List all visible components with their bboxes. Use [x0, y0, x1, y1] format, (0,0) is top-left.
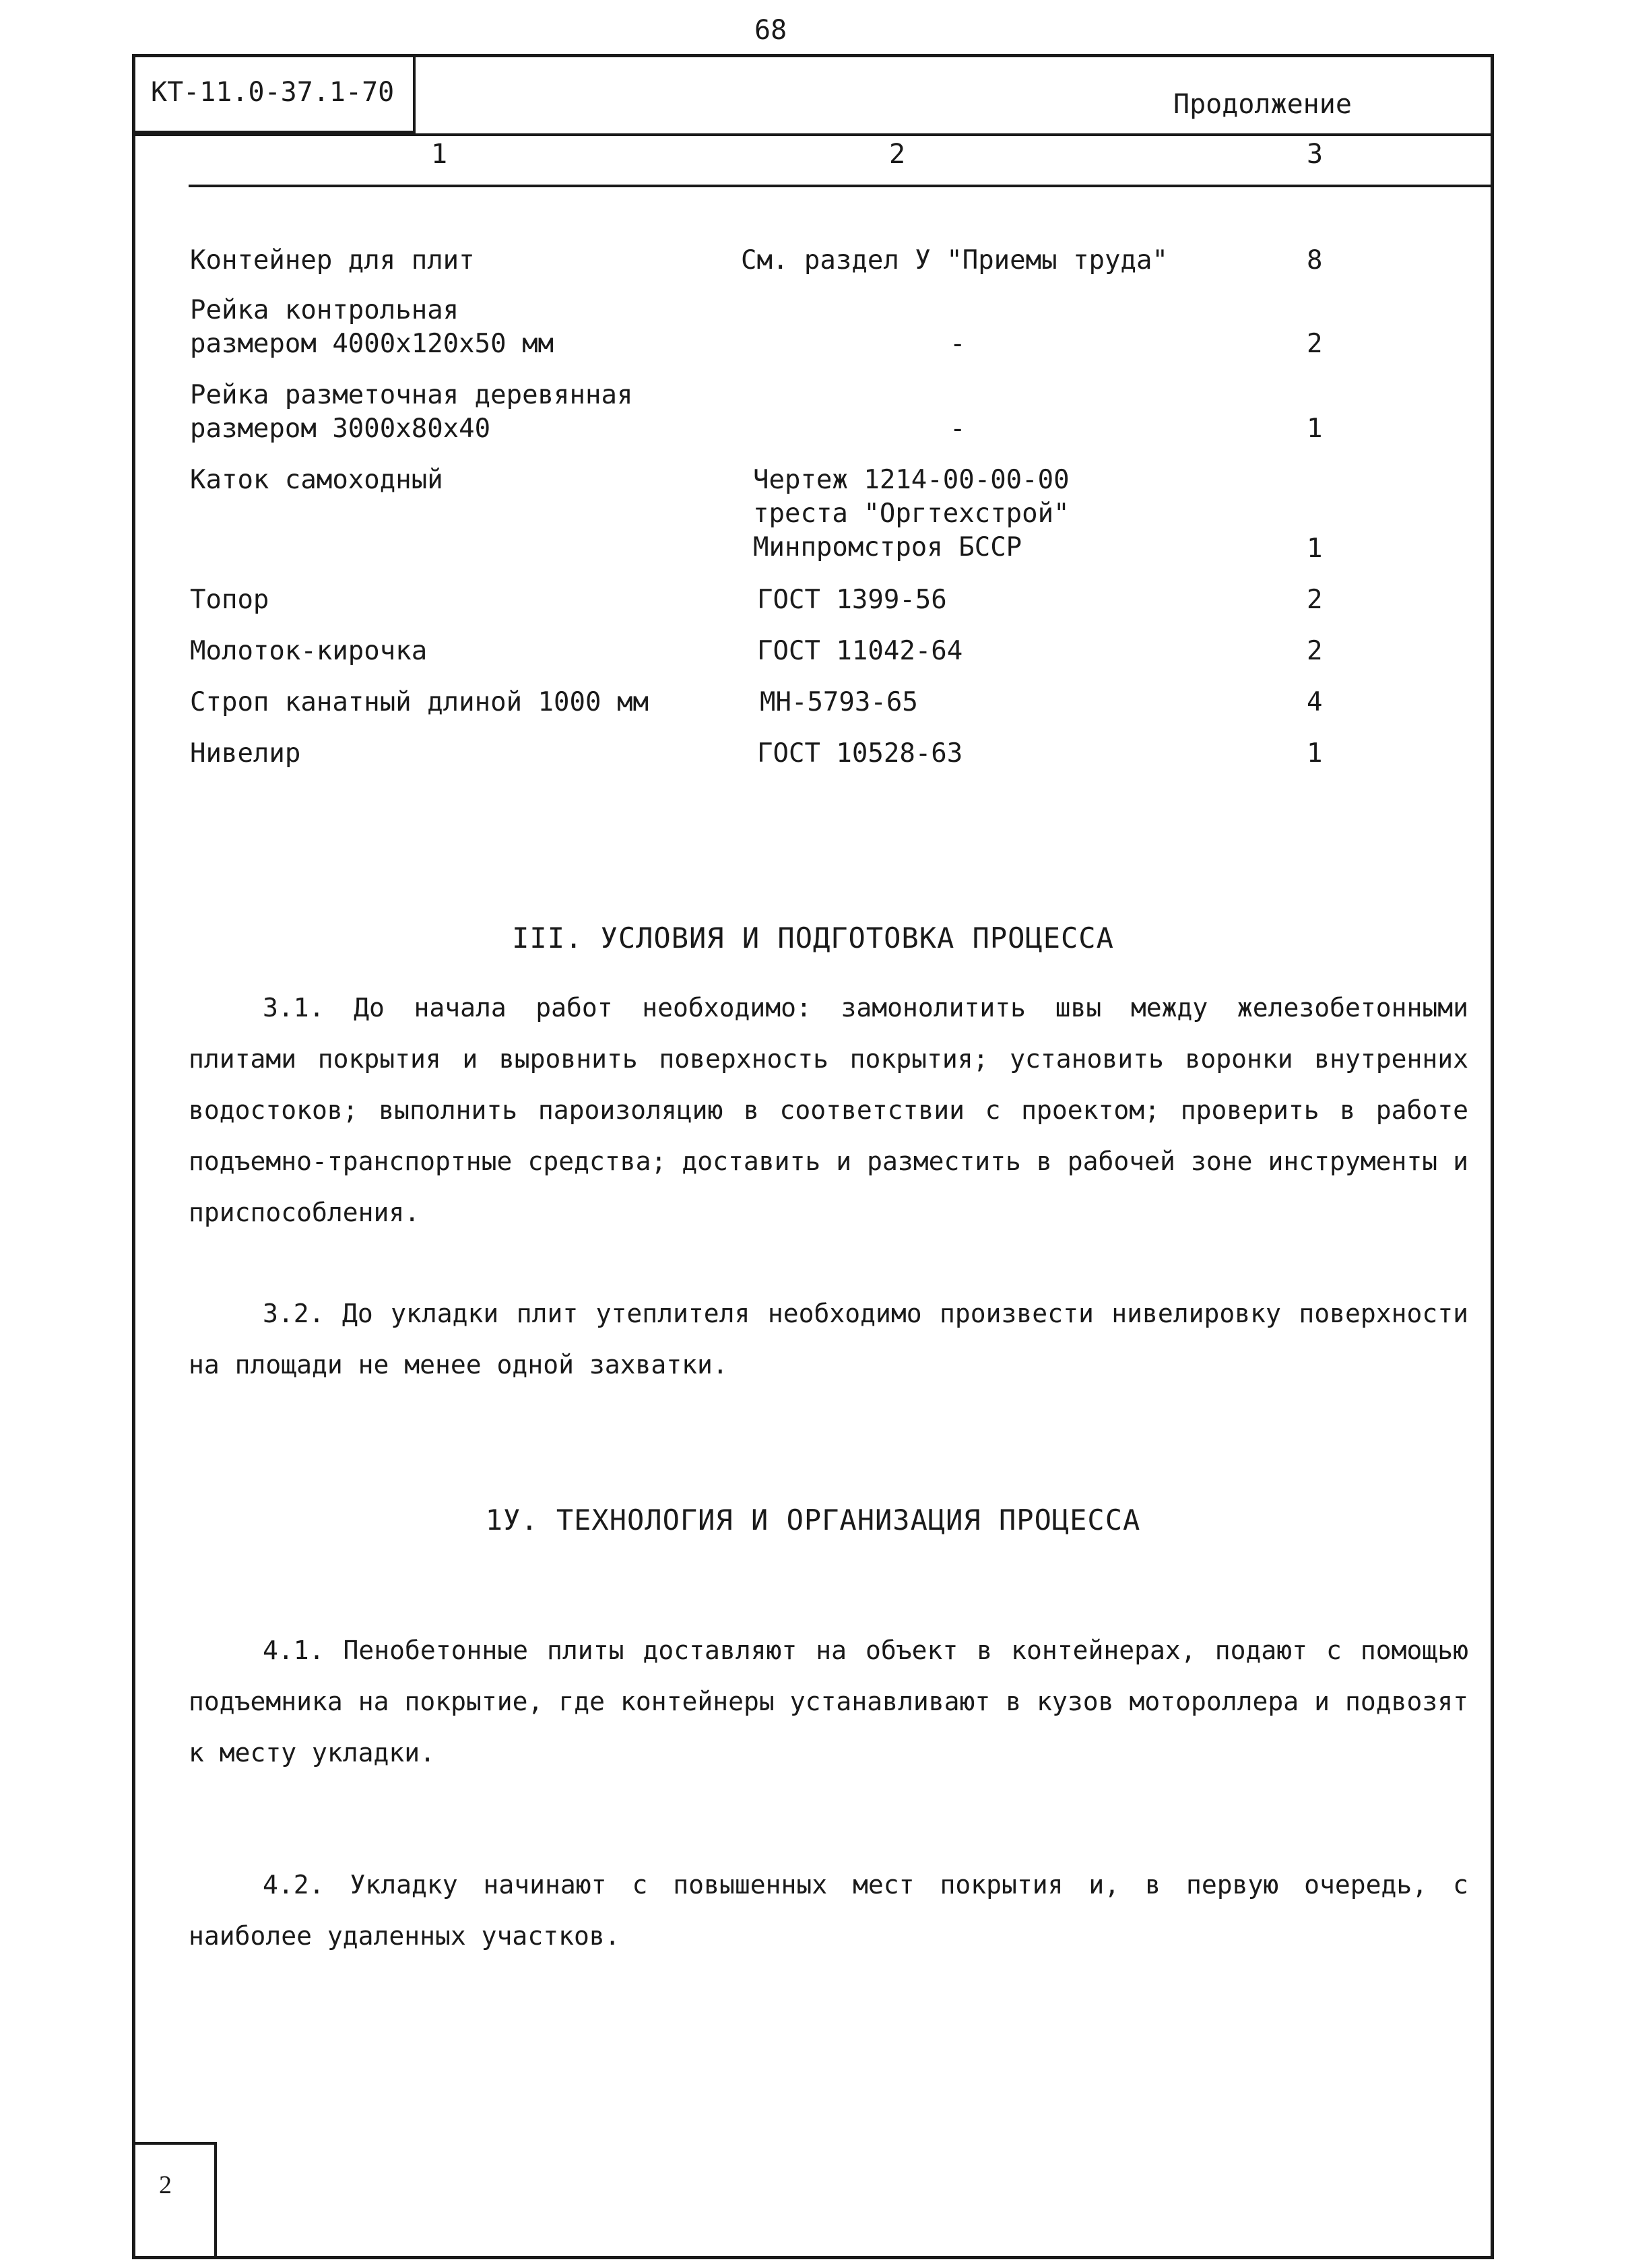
paragraph-4-2-text: 4.2. Укладку начинают с повышенных мест покрытия и, в первую очередь, с наиболее удаленных участков.	[189, 1870, 1468, 1951]
section-4-title: 1У. ТЕХНОЛОГИЯ И ОРГАНИЗАЦИЯ ПРОЦЕССА	[485, 1503, 1141, 1536]
sheet-number: 2	[159, 2171, 172, 2199]
table-row-name: Рейка контрольная размером 4000х120х50 мм	[190, 295, 554, 359]
table-row-qty: 1	[1307, 533, 1323, 564]
sheet-number-box	[132, 2142, 217, 2259]
column-header-2: 2	[889, 139, 906, 170]
document-code-text: КТ-11.0-37.1-70	[151, 77, 395, 108]
table-row-doc: ГОСТ 1399-56	[757, 585, 947, 615]
document-code	[132, 54, 416, 133]
table-row-name: Нивелир	[190, 738, 301, 769]
table-row-doc: -	[950, 329, 966, 359]
paragraph-4-1	[189, 1625, 1468, 1778]
paragraph-3-1-text: 3.1. До начала работ необходимо: замонолитить швы между железобетонными плитами покрытия и выровнить поверхность покрытия; установить воронки внутренних водостоков; выполнить пароизоляцию в соответствии с проектом; проверить в работе подъемно-транспортные средства; доставить и разместить в рабочей зоне инструменты и приспособления.	[189, 993, 1468, 1227]
table-header-top-rule	[132, 133, 1494, 136]
table-row-name: Контейнер для плит	[190, 245, 475, 276]
table-row-qty: 4	[1307, 687, 1323, 717]
table-row-qty: 2	[1307, 585, 1323, 615]
table-row-qty: 1	[1307, 414, 1323, 444]
paragraph-3-2	[189, 1288, 1468, 1390]
table-row-name: Каток самоходный	[190, 465, 443, 495]
table-row-name: Топор	[190, 585, 269, 615]
table-row-doc: Чертеж 1214-00-00-00 треста "Оргтехстрой" Минпромстроя БССР	[753, 465, 1070, 562]
table-row-qty: 2	[1307, 329, 1323, 359]
table-row-name: Строп канатный длиной 1000 мм	[190, 687, 649, 717]
table-row-doc: ГОСТ 10528-63	[757, 738, 963, 769]
table-row-name: Молоток-кирочка	[190, 636, 428, 666]
section-3-title: III. УСЛОВИЯ И ПОДГОТОВКА ПРОЦЕССА	[512, 921, 1114, 954]
paragraph-4-2	[189, 1859, 1468, 1962]
table-row-qty: 8	[1307, 245, 1323, 276]
table-row-doc: ГОСТ 11042-64	[757, 636, 963, 666]
table-row-doc: -	[950, 414, 966, 444]
column-header-1: 1	[431, 139, 448, 170]
column-header-3: 3	[1307, 139, 1324, 170]
paragraph-4-1-text: 4.1. Пенобетонные плиты доставляют на объект в контейнерах, подают с помощью подъемника на покрытие, где контейнеры устанавливают в кузов мотороллера и подвозят к месту укладки.	[189, 1635, 1468, 1768]
paragraph-3-1	[189, 982, 1468, 1238]
table-row-qty: 2	[1307, 636, 1323, 666]
table-row-doc: См. раздел У "Приемы труда"	[741, 245, 1168, 276]
table-row-doc: МН-5793-65	[760, 687, 918, 717]
paragraph-3-2-text: 3.2. До укладки плит утеплителя необходимо произвести нивелировку поверхности на площади не менее одной захватки.	[189, 1299, 1468, 1380]
page-number: 68	[754, 15, 787, 46]
table-header-bottom-rule	[189, 185, 1494, 187]
table-row-name: Рейка разметочная деревянная размером 3000х80х40	[190, 380, 633, 444]
table-row-qty: 1	[1307, 738, 1323, 769]
continuation-label: Продолжение	[1173, 89, 1352, 120]
